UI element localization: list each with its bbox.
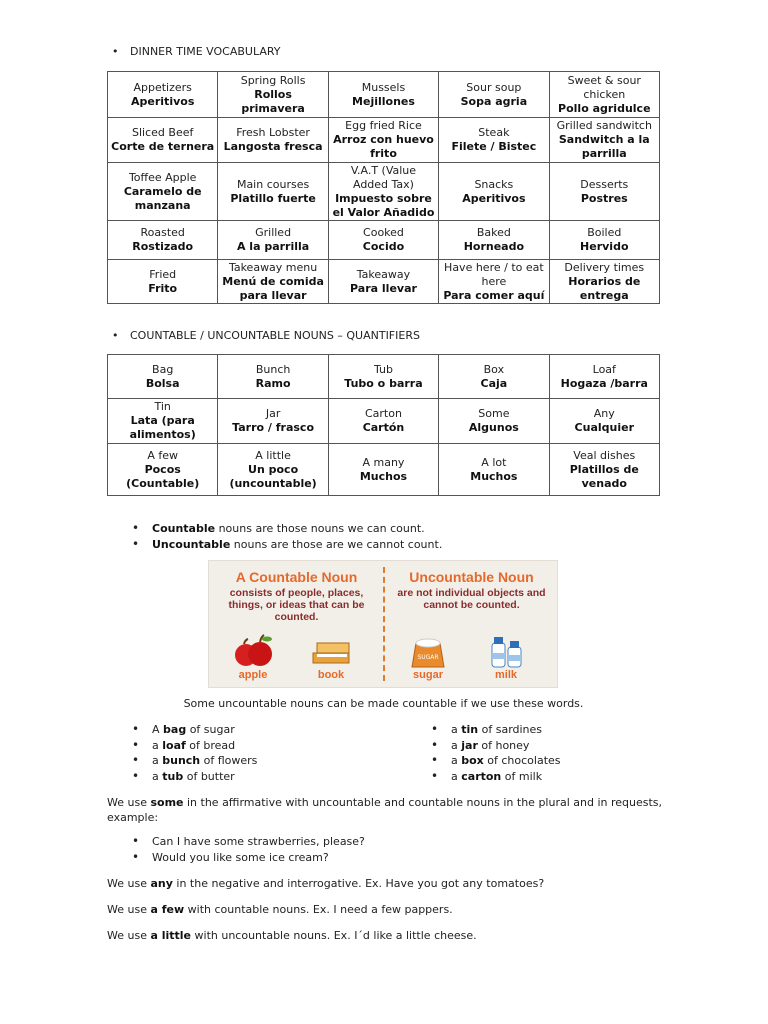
- table-row: [108, 260, 660, 304]
- spanish-translation: Un poco (uncountable): [229, 462, 317, 490]
- spanish-translation: Arroz con huevo frito: [333, 133, 434, 160]
- table-cell: [218, 399, 328, 444]
- spanish-translation: Sandwitch a la parrilla: [558, 133, 650, 160]
- english-term: Grilled: [255, 226, 292, 239]
- english-term: A many: [362, 455, 405, 469]
- milk-bottle-icon: [476, 633, 536, 669]
- english-term: Egg fried Rice: [345, 119, 422, 132]
- apple-icon: [223, 633, 283, 669]
- table-cell: [218, 72, 328, 118]
- spanish-translation: Cualquier: [574, 421, 635, 434]
- book-item: book: [301, 633, 361, 681]
- english-term: Tub: [373, 362, 393, 376]
- spanish-translation: Para comer aquí: [443, 288, 545, 302]
- table-cell: [549, 72, 659, 118]
- spanish-translation: Horarios de entrega: [568, 274, 641, 302]
- table-cell: [439, 221, 549, 260]
- spanish-translation: Aperitivos: [462, 191, 526, 205]
- list-item: • A bag of sugar: [130, 722, 257, 738]
- english-term: Tin: [154, 400, 171, 413]
- english-term: A lot: [481, 455, 507, 469]
- english-term: Appetizers: [133, 80, 192, 94]
- countable-description: consists of people, places, things, or ideas that can be counted.: [228, 587, 365, 623]
- table-cell: [439, 118, 549, 163]
- spanish-translation: Impuesto sobre el Valor Añadido: [332, 191, 435, 219]
- list-item: • a tub of butter: [130, 769, 257, 785]
- svg-text:SUGAR: SUGAR: [417, 654, 439, 661]
- spanish-translation: Hogaza /barra: [560, 376, 648, 390]
- table-cell: [328, 221, 438, 260]
- english-term: Sour soup: [466, 80, 522, 94]
- table-cell: [549, 163, 659, 221]
- bullet-icon: •: [112, 45, 119, 58]
- table-row: [108, 163, 660, 221]
- spanish-translation: Algunos: [468, 421, 519, 434]
- english-term: Takeaway: [356, 267, 411, 281]
- uncountable-title: Uncountable Noun: [409, 569, 534, 585]
- spanish-translation: Rostizado: [132, 240, 194, 253]
- english-term: Roasted: [140, 226, 185, 239]
- english-term: Delivery times: [564, 260, 645, 274]
- table-cell: [218, 163, 328, 221]
- spanish-translation: Pocos (Countable): [126, 462, 200, 490]
- spanish-translation: Mejillones: [352, 94, 415, 108]
- table-cell: [439, 355, 549, 399]
- table-cell: [439, 163, 549, 221]
- english-term: Toffee Apple: [128, 170, 197, 184]
- table-cell: [328, 118, 438, 163]
- table-cell: [439, 399, 549, 444]
- spanish-translation: Menú de comida para llevar: [222, 274, 324, 302]
- sugar-bag-icon: [398, 633, 458, 669]
- section-title: COUNTABLE / UNCOUNTABLE NOUNS – QUANTIFIERS: [130, 329, 420, 342]
- english-term: Bunch: [255, 362, 291, 376]
- english-term: Veal dishes: [573, 448, 636, 462]
- english-term: Mussels: [361, 80, 406, 94]
- english-term: V.A.T (Value Added Tax): [350, 163, 417, 191]
- table-cell: [108, 260, 218, 304]
- section-heading-quantifiers: [112, 329, 420, 342]
- examples-left-list: [130, 722, 257, 784]
- apple-item: apple: [223, 633, 283, 681]
- english-term: Carton: [364, 407, 402, 420]
- table-cell: [549, 260, 659, 304]
- english-term: Sweet & sour chicken: [567, 73, 641, 101]
- spanish-translation: A la parrilla: [236, 240, 310, 253]
- spanish-translation: Ramo: [255, 376, 291, 390]
- english-term: Bag: [152, 362, 174, 376]
- table-cell: [218, 444, 328, 496]
- list-item: • Uncountable nouns are those are we cannot count.: [130, 537, 442, 553]
- table-cell: [328, 444, 438, 496]
- english-term: Fresh Lobster: [236, 126, 310, 139]
- list-item: • Countable nouns are those nouns we can count.: [130, 521, 442, 537]
- english-term: Takeaway menu: [228, 260, 318, 274]
- table-cell: [328, 163, 438, 221]
- countable-title: A Countable Noun: [235, 569, 358, 585]
- spanish-translation: Horneado: [463, 240, 525, 253]
- little-paragraph: We use a little with uncountable nouns. Ex. I´d like a little cheese.: [107, 929, 477, 942]
- spanish-translation: Cocido: [362, 240, 405, 253]
- spanish-translation: Para llevar: [350, 281, 417, 295]
- table-row: [108, 444, 660, 496]
- english-term: Cooked: [363, 226, 404, 239]
- table-cell: [549, 221, 659, 260]
- spanish-translation: Caramelo de manzana: [123, 184, 202, 212]
- english-term: Grilled sandwitch: [556, 119, 652, 132]
- spanish-translation: Tubo o barra: [344, 376, 423, 390]
- spanish-translation: Hervido: [580, 240, 629, 253]
- table-cell: [108, 355, 218, 399]
- english-term: Fried: [149, 267, 177, 281]
- table-row: [108, 221, 660, 260]
- list-item: • Would you like some ice cream?: [130, 850, 365, 866]
- english-term: Baked: [476, 226, 511, 239]
- english-term: Sliced Beef: [132, 126, 194, 139]
- table-cell: [439, 72, 549, 118]
- table-cell: [108, 444, 218, 496]
- spanish-translation: Caja: [480, 376, 508, 390]
- list-item: • a loaf of bread: [130, 738, 257, 754]
- made-countable-text: Some uncountable nouns can be made countable if we use these words.: [183, 697, 584, 710]
- table-cell: [328, 355, 438, 399]
- table-cell: [549, 399, 659, 444]
- english-term: Jar: [265, 407, 281, 420]
- english-term: Any: [593, 407, 615, 420]
- table-cell: [328, 399, 438, 444]
- vocabulary-table: [107, 71, 660, 304]
- table-row: [108, 72, 660, 118]
- spanish-translation: Aperitivos: [131, 94, 195, 108]
- table-cell: [108, 163, 218, 221]
- table-cell: [439, 444, 549, 496]
- english-term: Box: [483, 362, 505, 376]
- spanish-translation: Filete / Bistec: [451, 140, 537, 153]
- some-examples-list: [130, 834, 365, 865]
- countable-panel: [209, 561, 384, 687]
- english-term: Some: [478, 407, 510, 420]
- some-paragraph: We use some in the affirmative with uncountable and countable nouns in the plural and in requests, example:: [107, 796, 663, 824]
- english-term: A few: [147, 448, 179, 462]
- spanish-translation: Muchos: [470, 469, 518, 483]
- english-term: Main courses: [236, 177, 310, 191]
- spanish-translation: Platillos de venado: [569, 462, 639, 490]
- bullet-icon: •: [112, 329, 119, 342]
- table-cell: [108, 118, 218, 163]
- table-row: [108, 118, 660, 163]
- english-term: Spring Rolls: [240, 73, 306, 87]
- list-item: • a bunch of flowers: [130, 753, 257, 769]
- milk-item: milk: [476, 633, 536, 681]
- section-title: DINNER TIME VOCABULARY: [130, 45, 281, 58]
- english-term: Have here / to eat here: [444, 260, 544, 288]
- uncountable-panel: [384, 561, 558, 687]
- spanish-translation: Sopa agria: [460, 94, 528, 108]
- any-paragraph: We use any in the negative and interrogative. Ex. Have you got any tomatoes?: [107, 877, 545, 890]
- uncountable-description: are not individual objects and cannot be counted.: [397, 587, 546, 611]
- spanish-translation: Tarro / frasco: [232, 421, 315, 434]
- definitions-list: [130, 521, 442, 552]
- table-cell: [549, 355, 659, 399]
- table-cell: [439, 260, 549, 304]
- table-cell: [218, 355, 328, 399]
- english-term: Steak: [478, 126, 510, 139]
- spanish-translation: Postres: [580, 191, 628, 205]
- table-cell: [218, 221, 328, 260]
- table-cell: [218, 118, 328, 163]
- english-term: Loaf: [592, 362, 616, 376]
- list-item: • a box of chocolates: [429, 753, 561, 769]
- spanish-translation: Muchos: [359, 469, 408, 483]
- list-item: • Can I have some strawberries, please?: [130, 834, 365, 850]
- table-cell: [549, 444, 659, 496]
- spanish-translation: Lata (para alimentos): [129, 414, 196, 441]
- table-row: [108, 355, 660, 399]
- section-heading-dinner: [112, 45, 281, 58]
- english-term: A little: [255, 448, 291, 462]
- table-row: [108, 399, 660, 444]
- table-cell: [328, 72, 438, 118]
- spanish-translation: Corte de ternera: [111, 140, 215, 153]
- english-term: Boiled: [587, 226, 622, 239]
- list-item: • a tin of sardines: [429, 722, 561, 738]
- table-cell: [108, 399, 218, 444]
- list-item: • a carton of milk: [429, 769, 561, 785]
- english-term: Snacks: [474, 177, 514, 191]
- table-cell: [328, 260, 438, 304]
- table-cell: [108, 72, 218, 118]
- sugar-item: SUGAR sugar: [398, 633, 458, 681]
- spanish-translation: Rollos primavera: [241, 87, 305, 115]
- spanish-translation: Pollo agridulce: [558, 101, 651, 115]
- spanish-translation: Bolsa: [145, 376, 180, 390]
- table-cell: [108, 221, 218, 260]
- table-cell: [218, 260, 328, 304]
- examples-right-list: [429, 722, 561, 784]
- english-term: Desserts: [580, 177, 629, 191]
- quantifiers-table: [107, 354, 660, 496]
- book-icon: [301, 633, 361, 669]
- countable-uncountable-infographic: [208, 560, 558, 688]
- table-cell: [549, 118, 659, 163]
- spanish-translation: Langosta fresca: [223, 140, 323, 153]
- spanish-translation: Platillo fuerte: [230, 191, 316, 205]
- few-paragraph: We use a few with countable nouns. Ex. I need a few pappers.: [107, 903, 453, 916]
- spanish-translation: Cartón: [362, 421, 405, 434]
- spanish-translation: Frito: [148, 281, 178, 295]
- list-item: • a jar of honey: [429, 738, 561, 754]
